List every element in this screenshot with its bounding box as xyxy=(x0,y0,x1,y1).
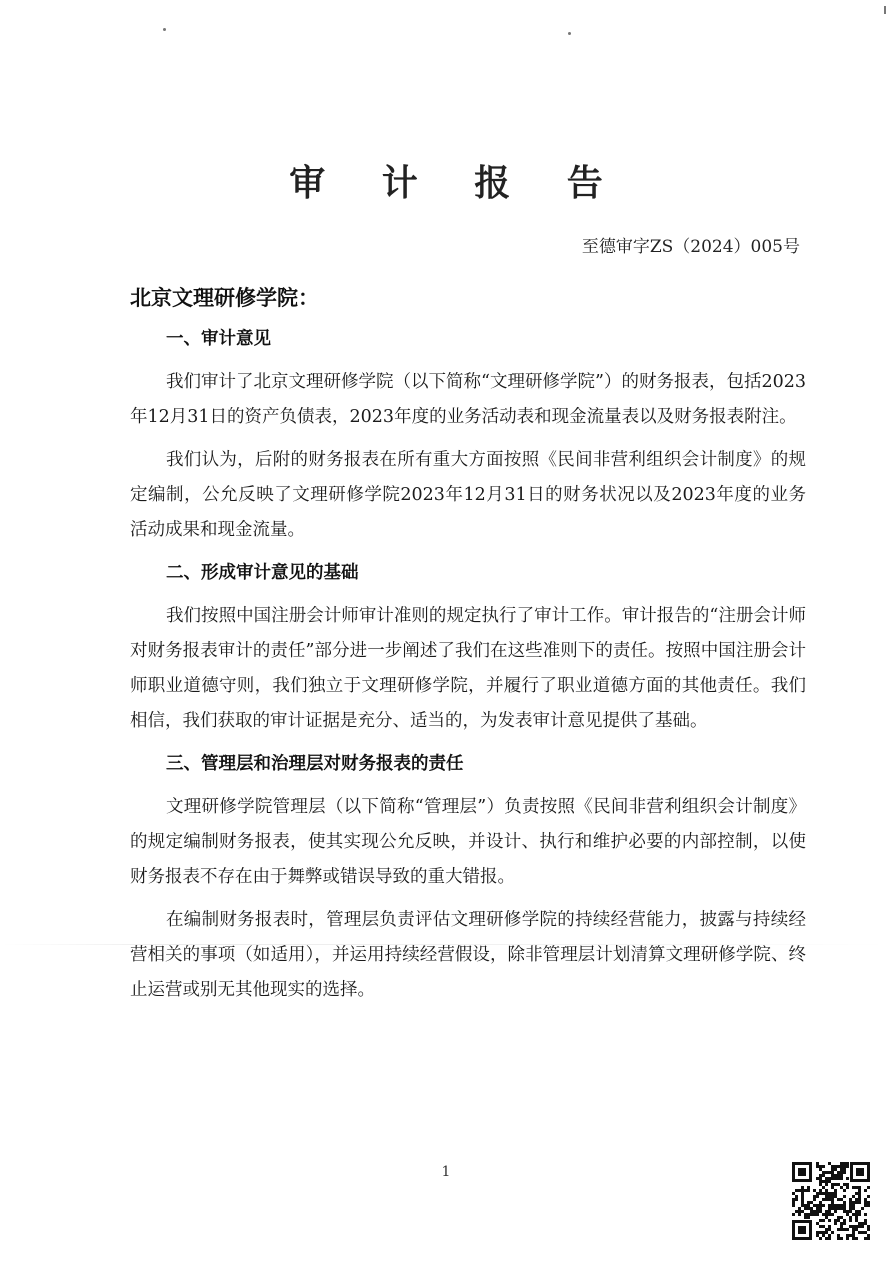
scan-speck xyxy=(568,32,571,35)
paragraph: 在编制财务报表时，管理层负责评估文理研修学院的持续经营能力，披露与持续经营相关的事项（如适用），并运用持续经营假设，除非管理层计划清算文理研修学院、终止运营或别无其他现实的选择。 xyxy=(130,910,806,1000)
document-number: 至德审字ZS（2024）005号 xyxy=(581,237,800,257)
paragraph: 我们审计了北京文理研修学院（以下简称“文理研修学院”）的财务报表，包括2023年12月31日的资产负债表，2023年度的业务活动表和现金流量表以及财务报表附注。 xyxy=(130,372,806,427)
paragraph: 文理研修学院管理层（以下简称“管理层”）负责按照《民间非营利组织会计制度》的规定编制财务报表，使其实现公允反映，并设计、执行和维护必要的内部控制，以使财务报表不存在由于舞弊或错误导致的重大错报。 xyxy=(130,797,806,887)
scan-speck xyxy=(884,6,886,14)
section-heading-basis-for-opinion: 二、形成审计意见的基础 xyxy=(166,563,359,583)
scan-speck xyxy=(163,28,166,31)
page-number: 1 xyxy=(441,1164,451,1180)
report-body xyxy=(130,322,806,1016)
paragraph: 我们认为，后附的财务报表在所有重大方面按照《民间非营利组织会计制度》的规定编制，公允反映了文理研修学院2023年12月31日的财务状况以及2023年度的业务活动成果和现金流量。 xyxy=(130,450,806,540)
addressee: 北京文理研修学院： xyxy=(130,285,319,310)
section-heading-audit-opinion: 一、审计意见 xyxy=(166,329,271,349)
section-heading-management-responsibility: 三、管理层和治理层对财务报表的责任 xyxy=(166,754,464,774)
paragraph: 我们按照中国注册会计师审计准则的规定执行了审计工作。审计报告的“注册会计师对财务报表审计的责任”部分进一步阐述了我们在这些准则下的责任。按照中国注册会计师职业道德守则，我们独立于文理研修学院，并履行了职业道德方面的其他责任。我们相信，我们获取的审计证据是充分、适当的，为发表审计意见提供了基础。 xyxy=(130,606,806,731)
report-title: 审 计 报 告 xyxy=(289,162,625,204)
qr-code-icon xyxy=(790,1160,872,1242)
